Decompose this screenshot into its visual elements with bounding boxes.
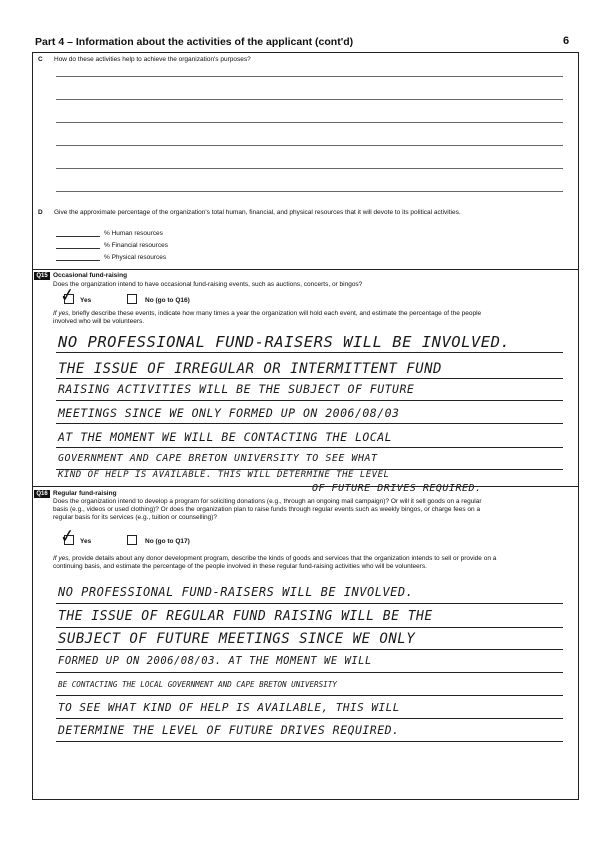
section-c-letter: C: [38, 56, 43, 63]
answer-line[interactable]: [56, 76, 563, 77]
answer-underline: [56, 672, 563, 673]
q15-answer-line[interactable]: MEETINGS SINCE WE ONLY FORMED UP ON 2006/08/03: [58, 406, 400, 420]
section-d-letter: D: [38, 209, 43, 216]
q16-answer-line[interactable]: TO SEE WHAT KIND OF HELP IS AVAILABLE, THIS WILL: [58, 701, 400, 714]
q16-no-checkbox[interactable]: [127, 535, 137, 545]
answer-underline: [56, 649, 563, 650]
q16-no-label: No (go to Q17): [145, 538, 190, 545]
answer-underline: [56, 695, 563, 696]
q15-answer-line[interactable]: NO PROFESSIONAL FUND-RAISERS WILL BE INVOLVED.: [58, 333, 511, 351]
section-c-question: How do these activities help to achieve the organization's purposes?: [54, 56, 251, 63]
answer-underline: [56, 603, 563, 604]
q15-question: Does the organization intend to have occasional fund-raising events, such as auctions, concerts, or bingos?: [53, 281, 363, 288]
answer-line[interactable]: [56, 168, 563, 169]
q16-title: Regular fund-raising: [53, 490, 117, 497]
q16-tag: Q16: [34, 490, 50, 498]
q15-answer-line[interactable]: THE ISSUE OF IRREGULAR OR INTERMITTENT FUND: [58, 361, 442, 377]
q15-tag: Q15: [34, 272, 50, 280]
answer-line[interactable]: [56, 191, 563, 192]
answer-underline: [56, 400, 563, 401]
q15-answer-line[interactable]: AT THE MOMENT WE WILL BE CONTACTING THE LOCAL: [58, 430, 393, 444]
q16-question-line2: basis (e.g., videos or used clothing)? Or does the organization plan to raise funds through regular events such as weekly bingos, or charge fees on a: [53, 506, 481, 513]
q15-answer-line[interactable]: KIND OF HELP IS AVAILABLE. THIS WILL DETERMINE THE LEVEL: [58, 470, 390, 480]
answer-underline: [56, 378, 563, 379]
physical-resources-field[interactable]: [56, 260, 100, 261]
q15-yes-label: Yes: [80, 297, 92, 304]
section-divider: [33, 269, 578, 270]
q16-answer-line[interactable]: DETERMINE THE LEVEL OF FUTURE DRIVES REQUIRED.: [58, 723, 400, 737]
section-d-question: Give the approximate percentage of the organization's total human, financial, and physical resources that it will devote to its political activities.: [54, 209, 461, 216]
answer-line[interactable]: [56, 145, 563, 146]
answer-line[interactable]: [56, 122, 563, 123]
section-divider: [33, 486, 578, 487]
checkmark-icon: ✓: [58, 284, 77, 307]
q15-title: Occasional fund-raising: [53, 272, 128, 279]
q15-instruction-line2: involved who will be volunteers.: [53, 318, 145, 325]
page-title: Part 4 – Information about the activities of the applicant (cont'd): [35, 36, 354, 48]
q16-answer-line[interactable]: FORMED UP ON 2006/08/03. AT THE MOMENT WE WILL: [58, 655, 372, 667]
q15-instruction: If yes, briefly describe these events, indicate how many times a year the organization will hold each event, and estimate the percentage of the people: [53, 310, 482, 317]
q15-no-label: No (go to Q16): [145, 297, 190, 304]
answer-underline: [56, 741, 563, 742]
human-resources-label: % Human resources: [104, 230, 163, 237]
q16-question: Does the organization intend to develop a program for soliciting donations (e.g., through an ongoing mail campaign)? Or will it sell goods on a regular: [53, 498, 482, 505]
q16-instruction-line2: continuing basis, and estimate the percentage of the people involved in these regular fund-raising activities who will be volunteers.: [53, 563, 427, 570]
answer-line[interactable]: [56, 99, 563, 100]
financial-resources-label: % Financial resources: [104, 242, 168, 249]
checkmark-icon: ✓: [58, 525, 77, 548]
answer-underline: [56, 352, 563, 353]
q16-question-line3: regular basis for its services (e.g., tuition or counselling)?: [53, 514, 218, 521]
q16-answer-line[interactable]: NO PROFESSIONAL FUND-RAISERS WILL BE INVOLVED.: [58, 585, 414, 599]
q16-answer-line[interactable]: SUBJECT OF FUTURE MEETINGS SINCE WE ONLY: [58, 631, 416, 647]
page-number: 6: [563, 35, 570, 47]
answer-underline: [56, 627, 563, 628]
q16-yes-label: Yes: [80, 538, 92, 545]
q15-answer-line[interactable]: GOVERNMENT AND CAPE BRETON UNIVERSITY TO SEE WHAT: [58, 453, 378, 464]
q15-no-checkbox[interactable]: [127, 294, 137, 304]
answer-underline: [56, 423, 563, 424]
financial-resources-field[interactable]: [56, 248, 100, 249]
q16-instruction: If yes, provide details about any donor development program, describe the kinds of goods and services that the organization intends to sell or provide on a: [53, 555, 497, 562]
q15-answer-line[interactable]: OF FUTURE DRIVES REQUIRED.: [312, 483, 482, 494]
q15-answer-line[interactable]: RAISING ACTIVITIES WILL BE THE SUBJECT OF FUTURE: [58, 382, 415, 396]
human-resources-field[interactable]: [56, 236, 100, 237]
answer-underline: [56, 718, 563, 719]
answer-underline: [56, 447, 563, 448]
q16-answer-line[interactable]: THE ISSUE OF REGULAR FUND RAISING WILL BE THE: [58, 609, 433, 624]
q16-answer-line[interactable]: BE CONTACTING THE LOCAL GOVERNMENT AND CAPE BRETON UNIVERSITY: [58, 680, 337, 689]
physical-resources-label: % Physical resources: [104, 254, 167, 261]
